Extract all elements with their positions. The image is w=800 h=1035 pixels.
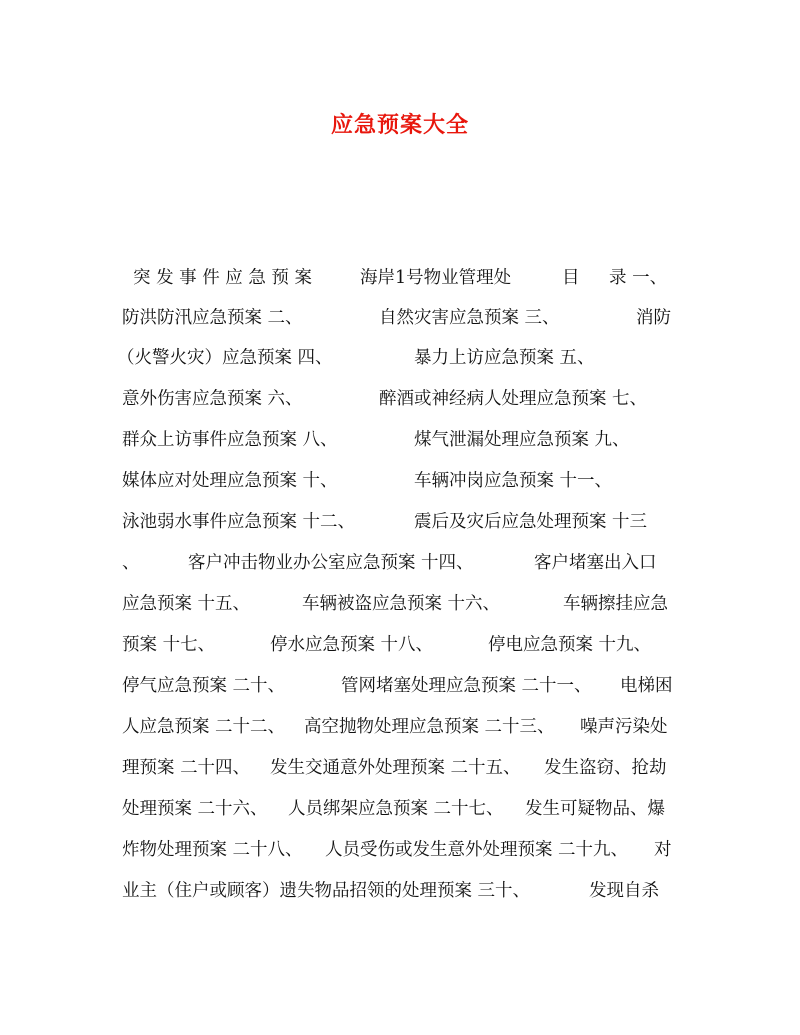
text-segment: 突 发 事 件 应 急 预 案 [133,268,312,288]
text-segment: 炸物处理预案 二十八、 [122,840,303,860]
text-segment: 客户冲击物业办公室应急预案 十四、 [188,553,474,573]
text-segment: 车辆被盗应急预案 十六、 [302,594,501,614]
text-segment: 应急预案 十五、 [122,594,251,614]
body-line [0,712,800,742]
text-segment: 醉酒或神经病人处理应急预案 七、 [379,389,648,409]
text-segment: 煤气泄漏处理应急预案 九、 [414,430,630,450]
text-segment: 意外伤害应急预案 六、 [122,389,303,409]
text-segment: 录 一、 [609,268,668,288]
text-segment: 管网堵塞处理应急预案 二十一、 [341,676,592,696]
text-segment: 对 [654,840,672,860]
body-line [0,425,800,455]
text-segment: 群众上访事件应急预案 八、 [122,430,338,450]
body-line [0,589,800,619]
text-segment: 停水应急预案 十八、 [270,635,434,655]
text-segment: 理预案 二十四、 [122,758,251,778]
text-segment: 人员受伤或发生意外处理预案 二十九、 [325,840,629,860]
text-segment: 发生可疑物品、爆 [525,799,665,819]
body-line [0,835,800,865]
text-segment: 发生盗窃、抢劫 [544,758,667,778]
text-segment: 目 [562,268,580,288]
body-line [0,671,800,701]
body-line [0,876,800,906]
body-line [0,303,800,333]
body-line [0,507,800,537]
text-segment: 车辆擦挂应急 [563,594,668,614]
text-segment: 、 [122,553,140,573]
text-segment: 车辆冲岗应急预案 十一、 [414,471,613,491]
body-line [0,630,800,660]
body-line [0,466,800,496]
body-line [0,548,800,578]
text-segment: 处理预案 二十六、 [122,799,268,819]
document-body [0,263,800,913]
body-line [0,794,800,824]
text-segment: 高空抛物处理应急预案 二十三、 [304,717,555,737]
text-segment: 防洪防汛应急预案 二、 [122,308,303,328]
text-segment: 停气应急预案 二十、 [122,676,286,696]
body-line [0,384,800,414]
text-segment: 发现自杀 [589,881,659,901]
document-title: 应急预案大全 [330,112,469,138]
text-segment: 电梯困 [620,676,673,696]
text-segment: 海岸1号物业管理处 [360,268,512,288]
text-segment: 人应急预案 二十二、 [122,717,286,737]
body-line [0,343,800,373]
text-segment: 媒体应对处理应急预案 十、 [122,471,338,491]
text-segment: 泳池弱水事件应急预案 十二、 [122,512,356,532]
text-segment: 客户堵塞出入口 [534,553,657,573]
text-segment: 预案 十七、 [122,635,216,655]
body-line [0,263,800,293]
text-segment: 暴力上访应急预案 五、 [414,348,595,368]
text-segment: 业主（住户或顾客）遗失物品招领的处理预案 三十、 [122,881,531,901]
text-segment: 噪声污染处 [580,717,668,737]
text-segment: 人员绑架应急预案 二十七、 [288,799,504,819]
text-segment: 自然灾害应急预案 三、 [379,308,560,328]
text-segment: （火警火灾）应急预案 四、 [117,348,333,368]
text-segment: 发生交通意外处理预案 二十五、 [270,758,521,778]
text-segment: 消防 [636,308,671,328]
text-segment: 停电应急预案 十九、 [488,635,652,655]
body-line [0,753,800,783]
text-segment: 震后及灾后应急处理预案 十三 [414,512,648,532]
